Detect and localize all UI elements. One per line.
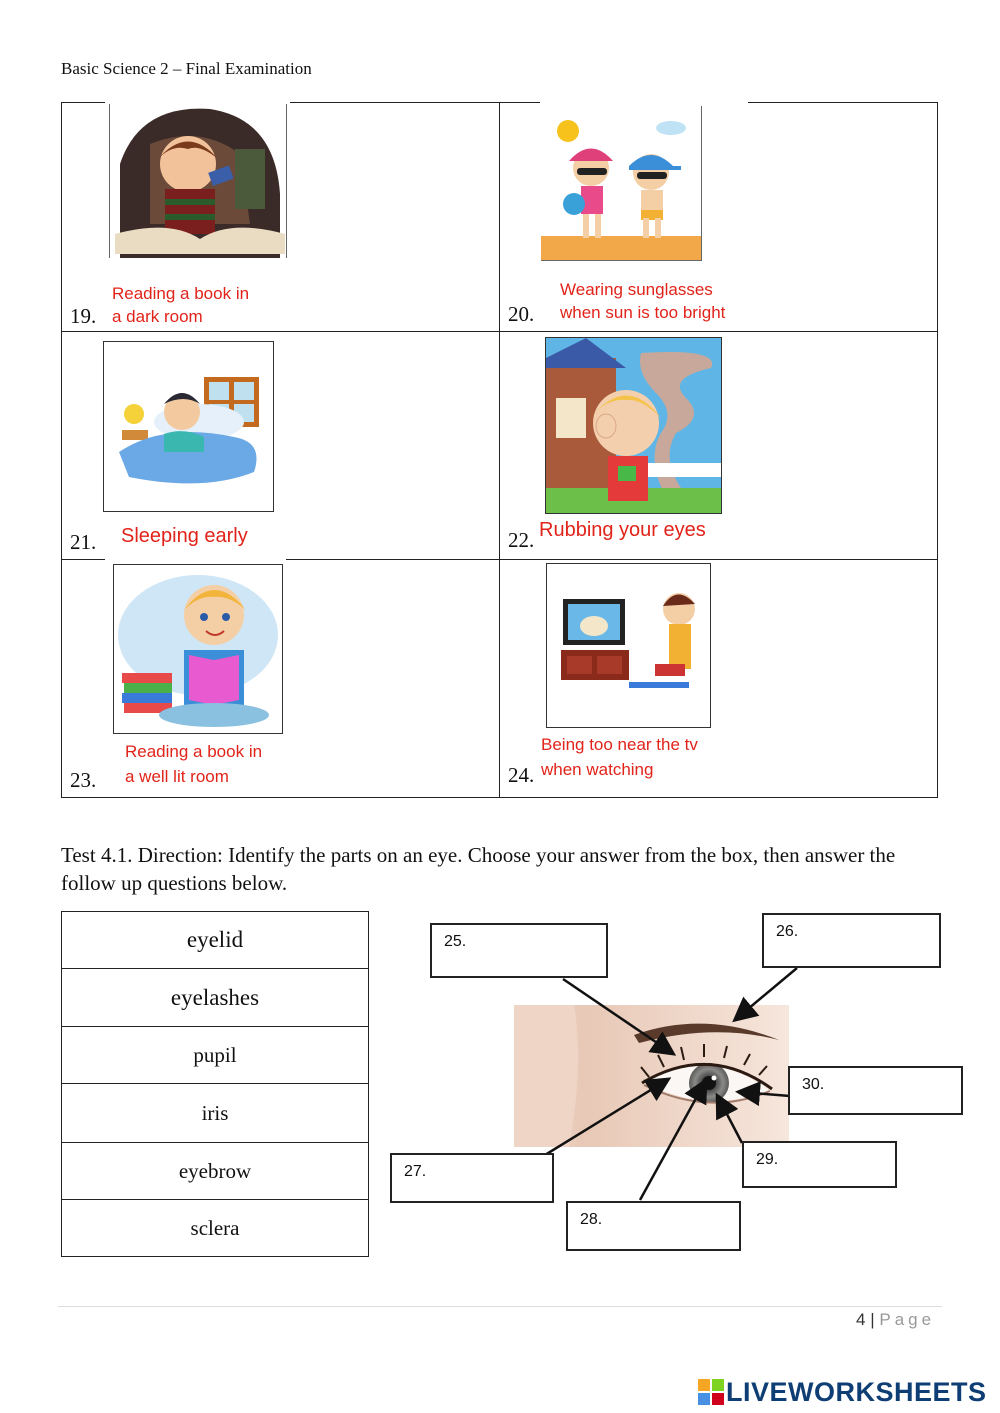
question-number-24: 24. (508, 763, 535, 787)
caption-22: Rubbing your eyes (539, 519, 706, 541)
page-number: 4 | Page (856, 1310, 936, 1329)
caption-19: Reading a book in a dark room (112, 284, 250, 326)
choice-pupil[interactable]: pupil (62, 1027, 368, 1084)
question-number-19: 19. (70, 304, 97, 328)
caption-23: Reading a book in a well lit room (125, 742, 263, 786)
answer-box-25[interactable]: 25. (430, 923, 608, 978)
question-number-21: 21. (70, 530, 97, 554)
liveworksheets-brand: LIVEWORKSHEETS (698, 1377, 987, 1408)
answer-box-26[interactable]: 26. (762, 913, 941, 968)
answer-box-29[interactable]: 29. (742, 1141, 897, 1188)
page-header: Basic Science 2 – Final Examination (61, 59, 312, 78)
question-number-22: 22. (508, 528, 535, 552)
liveworksheets-logo-icon (698, 1379, 724, 1405)
choice-iris[interactable]: iris (62, 1084, 368, 1143)
choice-eyebrow[interactable]: eyebrow (62, 1143, 368, 1200)
choice-eyelashes[interactable]: eyelashes (62, 969, 368, 1027)
answer-box-28[interactable]: 28. (566, 1201, 741, 1251)
caption-20: Wearing sunglasses when sun is too bright (560, 280, 726, 322)
caption-21: Sleeping early (121, 525, 248, 547)
question-number-20: 20. (508, 302, 535, 326)
footer-divider (58, 1306, 942, 1307)
choice-sclera[interactable]: sclera (190, 1215, 240, 1240)
answer-box-27[interactable]: 27. (390, 1153, 554, 1203)
choice-eyelid[interactable]: eyelid (62, 912, 368, 969)
test-direction: Test 4.1. Direction: Identify the parts on an eye. Choose your answer from the box, then answer the follow up questions below. (61, 843, 896, 895)
answer-box-30[interactable]: 30. (788, 1066, 963, 1115)
question-number-23: 23. (70, 768, 97, 792)
caption-24: Being too near the tv when watching (541, 735, 698, 779)
